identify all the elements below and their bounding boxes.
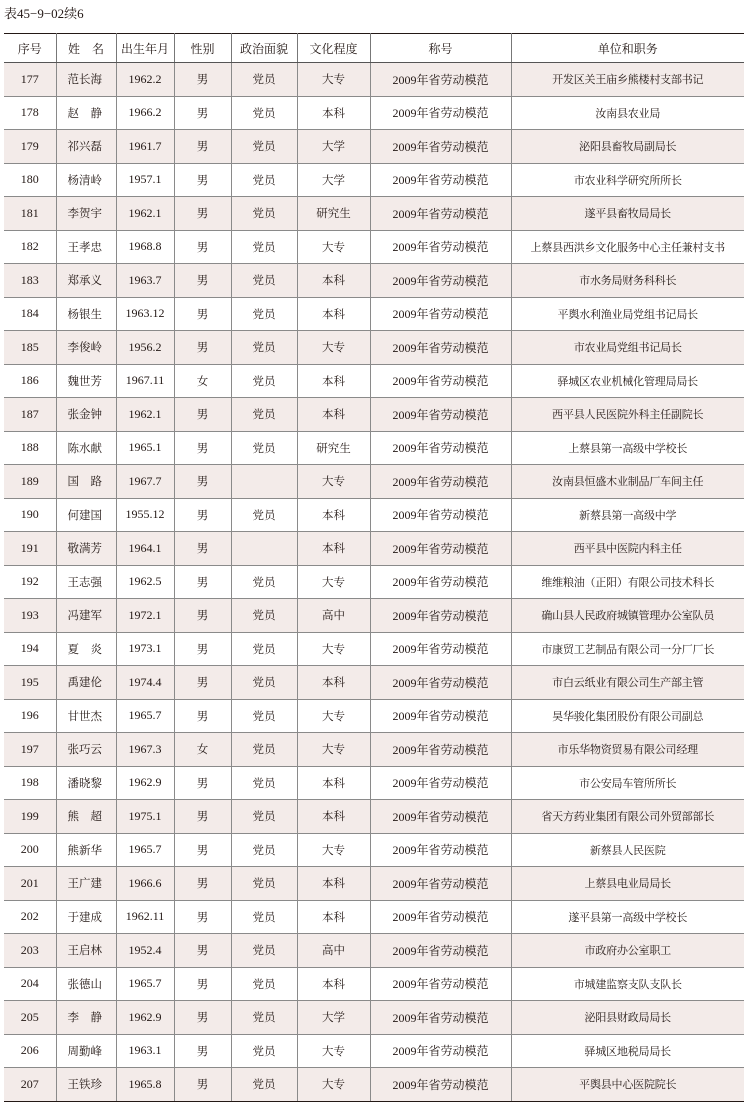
cell-sex: 男 bbox=[174, 163, 231, 197]
cell-education: 大专 bbox=[297, 833, 370, 867]
cell-title: 2009年省劳动模范 bbox=[370, 565, 511, 599]
cell-title: 2009年省劳动模范 bbox=[370, 1034, 511, 1068]
cell-unit: 市水务局财务科科长 bbox=[511, 264, 744, 298]
cell-name: 张巧云 bbox=[56, 733, 116, 767]
cell-no: 188 bbox=[4, 431, 56, 465]
cell-party: 党员 bbox=[231, 900, 297, 934]
cell-education: 本科 bbox=[297, 264, 370, 298]
cell-education: 大专 bbox=[297, 63, 370, 97]
cell-party bbox=[231, 465, 297, 499]
cell-education: 本科 bbox=[297, 766, 370, 800]
table-row bbox=[4, 197, 744, 231]
cell-unit: 昊华骏化集团股份有限公司副总 bbox=[511, 699, 744, 733]
cell-no: 196 bbox=[4, 699, 56, 733]
cell-unit: 市白云纸业有限公司生产部主管 bbox=[511, 666, 744, 700]
cell-sex: 男 bbox=[174, 1001, 231, 1035]
cell-education: 高中 bbox=[297, 599, 370, 633]
cell-sex: 男 bbox=[174, 1068, 231, 1102]
table-row bbox=[4, 264, 744, 298]
cell-education: 本科 bbox=[297, 398, 370, 432]
cell-birth: 1963.7 bbox=[116, 264, 174, 298]
cell-no: 179 bbox=[4, 130, 56, 164]
cell-title: 2009年省劳动模范 bbox=[370, 532, 511, 566]
cell-education: 研究生 bbox=[297, 431, 370, 465]
header-row bbox=[4, 34, 744, 63]
cell-title: 2009年省劳动模范 bbox=[370, 1001, 511, 1035]
cell-unit: 市城建监察支队支队长 bbox=[511, 967, 744, 1001]
cell-sex: 男 bbox=[174, 833, 231, 867]
cell-birth: 1962.2 bbox=[116, 63, 174, 97]
cell-birth: 1973.1 bbox=[116, 632, 174, 666]
cell-name: 杨清岭 bbox=[56, 163, 116, 197]
cell-birth: 1957.1 bbox=[116, 163, 174, 197]
header-name: 姓 名 bbox=[56, 34, 116, 63]
cell-party: 党员 bbox=[231, 163, 297, 197]
cell-no: 180 bbox=[4, 163, 56, 197]
header-birth: 出生年月 bbox=[116, 34, 174, 63]
cell-name: 魏世芳 bbox=[56, 364, 116, 398]
cell-name: 李 静 bbox=[56, 1001, 116, 1035]
cell-party: 党员 bbox=[231, 297, 297, 331]
cell-name: 冯建军 bbox=[56, 599, 116, 633]
cell-unit: 泌阳县财政局局长 bbox=[511, 1001, 744, 1035]
cell-name: 敬满芳 bbox=[56, 532, 116, 566]
cell-no: 191 bbox=[4, 532, 56, 566]
cell-education: 大专 bbox=[297, 465, 370, 499]
cell-name: 张德山 bbox=[56, 967, 116, 1001]
cell-sex: 男 bbox=[174, 63, 231, 97]
cell-unit: 市康贸工艺制品有限公司一分厂厂长 bbox=[511, 632, 744, 666]
cell-title: 2009年省劳动模范 bbox=[370, 163, 511, 197]
cell-title: 2009年省劳动模范 bbox=[370, 63, 511, 97]
cell-birth: 1975.1 bbox=[116, 800, 174, 834]
cell-education: 大专 bbox=[297, 565, 370, 599]
table-body bbox=[4, 63, 744, 1102]
cell-title: 2009年省劳动模范 bbox=[370, 230, 511, 264]
cell-education: 本科 bbox=[297, 297, 370, 331]
cell-birth: 1967.3 bbox=[116, 733, 174, 767]
cell-education: 本科 bbox=[297, 967, 370, 1001]
cell-education: 本科 bbox=[297, 532, 370, 566]
cell-name: 赵 静 bbox=[56, 96, 116, 130]
cell-unit: 上蔡县西洪乡文化服务中心主任兼村支书 bbox=[511, 230, 744, 264]
cell-no: 206 bbox=[4, 1034, 56, 1068]
cell-sex: 男 bbox=[174, 96, 231, 130]
cell-no: 198 bbox=[4, 766, 56, 800]
cell-no: 184 bbox=[4, 297, 56, 331]
cell-education: 本科 bbox=[297, 867, 370, 901]
cell-education: 本科 bbox=[297, 666, 370, 700]
cell-title: 2009年省劳动模范 bbox=[370, 130, 511, 164]
cell-unit: 上蔡县第一高级中学校长 bbox=[511, 431, 744, 465]
cell-party bbox=[231, 532, 297, 566]
cell-title: 2009年省劳动模范 bbox=[370, 833, 511, 867]
cell-party: 党员 bbox=[231, 1001, 297, 1035]
header-party: 政治面貌 bbox=[231, 34, 297, 63]
table-row bbox=[4, 96, 744, 130]
cell-party: 党员 bbox=[231, 331, 297, 365]
cell-education: 大专 bbox=[297, 1068, 370, 1102]
cell-party: 党员 bbox=[231, 934, 297, 968]
cell-birth: 1965.1 bbox=[116, 431, 174, 465]
table-caption: 表45−9−02续6 bbox=[4, 6, 84, 21]
cell-sex: 男 bbox=[174, 465, 231, 499]
cell-name: 潘晓黎 bbox=[56, 766, 116, 800]
cell-sex: 男 bbox=[174, 699, 231, 733]
cell-name: 张金钟 bbox=[56, 398, 116, 432]
cell-unit: 新蔡县第一高级中学 bbox=[511, 498, 744, 532]
header-sex: 性别 bbox=[174, 34, 231, 63]
cell-title: 2009年省劳动模范 bbox=[370, 498, 511, 532]
cell-title: 2009年省劳动模范 bbox=[370, 967, 511, 1001]
cell-birth: 1961.7 bbox=[116, 130, 174, 164]
cell-sex: 男 bbox=[174, 934, 231, 968]
cell-party: 党员 bbox=[231, 398, 297, 432]
cell-education: 大专 bbox=[297, 733, 370, 767]
cell-unit: 新蔡县人民医院 bbox=[511, 833, 744, 867]
cell-sex: 男 bbox=[174, 867, 231, 901]
cell-birth: 1956.2 bbox=[116, 331, 174, 365]
cell-no: 194 bbox=[4, 632, 56, 666]
cell-name: 何建国 bbox=[56, 498, 116, 532]
cell-education: 本科 bbox=[297, 364, 370, 398]
cell-name: 王志强 bbox=[56, 565, 116, 599]
cell-birth: 1963.12 bbox=[116, 297, 174, 331]
cell-party: 党员 bbox=[231, 666, 297, 700]
cell-party: 党员 bbox=[231, 833, 297, 867]
table-header bbox=[4, 34, 744, 63]
cell-title: 2009年省劳动模范 bbox=[370, 1068, 511, 1102]
cell-birth: 1962.9 bbox=[116, 766, 174, 800]
table-row bbox=[4, 63, 744, 97]
cell-name: 于建成 bbox=[56, 900, 116, 934]
cell-birth: 1965.7 bbox=[116, 967, 174, 1001]
cell-title: 2009年省劳动模范 bbox=[370, 297, 511, 331]
cell-party: 党员 bbox=[231, 733, 297, 767]
cell-sex: 男 bbox=[174, 599, 231, 633]
model-workers-table-container bbox=[4, 33, 744, 1102]
header-title: 称号 bbox=[370, 34, 511, 63]
cell-education: 大专 bbox=[297, 632, 370, 666]
cell-unit: 驿城区农业机械化管理局局长 bbox=[511, 364, 744, 398]
table-row bbox=[4, 666, 744, 700]
cell-party: 党员 bbox=[231, 967, 297, 1001]
cell-title: 2009年省劳动模范 bbox=[370, 264, 511, 298]
cell-birth: 1962.5 bbox=[116, 565, 174, 599]
cell-education: 本科 bbox=[297, 800, 370, 834]
cell-name: 范长海 bbox=[56, 63, 116, 97]
cell-name: 陈水献 bbox=[56, 431, 116, 465]
table-row bbox=[4, 934, 744, 968]
table-row bbox=[4, 532, 744, 566]
table-row bbox=[4, 733, 744, 767]
cell-birth: 1974.4 bbox=[116, 666, 174, 700]
cell-education: 本科 bbox=[297, 498, 370, 532]
cell-unit: 平舆水利渔业局党组书记局长 bbox=[511, 297, 744, 331]
cell-birth: 1966.6 bbox=[116, 867, 174, 901]
cell-name: 禹建伦 bbox=[56, 666, 116, 700]
cell-education: 本科 bbox=[297, 96, 370, 130]
cell-title: 2009年省劳动模范 bbox=[370, 465, 511, 499]
cell-sex: 女 bbox=[174, 733, 231, 767]
cell-party: 党员 bbox=[231, 197, 297, 231]
cell-party: 党员 bbox=[231, 264, 297, 298]
cell-birth: 1962.11 bbox=[116, 900, 174, 934]
cell-education: 本科 bbox=[297, 900, 370, 934]
cell-birth: 1967.11 bbox=[116, 364, 174, 398]
cell-party: 党员 bbox=[231, 1034, 297, 1068]
cell-sex: 男 bbox=[174, 565, 231, 599]
cell-sex: 男 bbox=[174, 1034, 231, 1068]
cell-no: 183 bbox=[4, 264, 56, 298]
cell-no: 195 bbox=[4, 666, 56, 700]
cell-unit: 汝南县农业局 bbox=[511, 96, 744, 130]
cell-name: 王铁珍 bbox=[56, 1068, 116, 1102]
cell-title: 2009年省劳动模范 bbox=[370, 632, 511, 666]
cell-party: 党员 bbox=[231, 632, 297, 666]
cell-party: 党员 bbox=[231, 230, 297, 264]
cell-education: 大学 bbox=[297, 163, 370, 197]
cell-no: 189 bbox=[4, 465, 56, 499]
table-row bbox=[4, 465, 744, 499]
cell-sex: 男 bbox=[174, 967, 231, 1001]
cell-no: 186 bbox=[4, 364, 56, 398]
cell-name: 杨银生 bbox=[56, 297, 116, 331]
cell-birth: 1962.9 bbox=[116, 1001, 174, 1035]
cell-unit: 西平县人民医院外科主任副院长 bbox=[511, 398, 744, 432]
cell-sex: 男 bbox=[174, 197, 231, 231]
cell-title: 2009年省劳动模范 bbox=[370, 934, 511, 968]
table-row bbox=[4, 699, 744, 733]
cell-name: 李贺宇 bbox=[56, 197, 116, 231]
header-education: 文化程度 bbox=[297, 34, 370, 63]
cell-no: 182 bbox=[4, 230, 56, 264]
cell-name: 熊 超 bbox=[56, 800, 116, 834]
cell-no: 207 bbox=[4, 1068, 56, 1102]
cell-unit: 西平县中医院内科主任 bbox=[511, 532, 744, 566]
cell-unit: 市农业局党组书记局长 bbox=[511, 331, 744, 365]
cell-title: 2009年省劳动模范 bbox=[370, 733, 511, 767]
cell-no: 200 bbox=[4, 833, 56, 867]
table-row bbox=[4, 1034, 744, 1068]
cell-birth: 1965.7 bbox=[116, 833, 174, 867]
cell-birth: 1968.8 bbox=[116, 230, 174, 264]
cell-name: 国 路 bbox=[56, 465, 116, 499]
cell-unit: 泌阳县畜牧局副局长 bbox=[511, 130, 744, 164]
cell-no: 199 bbox=[4, 800, 56, 834]
cell-name: 周勤峰 bbox=[56, 1034, 116, 1068]
cell-title: 2009年省劳动模范 bbox=[370, 431, 511, 465]
table-row bbox=[4, 833, 744, 867]
table-row bbox=[4, 498, 744, 532]
cell-education: 大专 bbox=[297, 331, 370, 365]
table-row bbox=[4, 800, 744, 834]
table-row bbox=[4, 900, 744, 934]
cell-birth: 1965.8 bbox=[116, 1068, 174, 1102]
cell-title: 2009年省劳动模范 bbox=[370, 766, 511, 800]
cell-birth: 1955.12 bbox=[116, 498, 174, 532]
cell-sex: 男 bbox=[174, 297, 231, 331]
cell-title: 2009年省劳动模范 bbox=[370, 398, 511, 432]
cell-sex: 男 bbox=[174, 532, 231, 566]
cell-unit: 市公安局车管所所长 bbox=[511, 766, 744, 800]
cell-sex: 男 bbox=[174, 800, 231, 834]
cell-no: 187 bbox=[4, 398, 56, 432]
cell-education: 研究生 bbox=[297, 197, 370, 231]
cell-unit: 确山县人民政府城镇管理办公室队员 bbox=[511, 599, 744, 633]
cell-unit: 汝南县恒盛木业制品厂车间主任 bbox=[511, 465, 744, 499]
table-row bbox=[4, 1001, 744, 1035]
cell-party: 党员 bbox=[231, 498, 297, 532]
cell-no: 203 bbox=[4, 934, 56, 968]
table-row bbox=[4, 297, 744, 331]
cell-no: 185 bbox=[4, 331, 56, 365]
cell-no: 201 bbox=[4, 867, 56, 901]
cell-birth: 1962.1 bbox=[116, 197, 174, 231]
table-row bbox=[4, 398, 744, 432]
cell-sex: 男 bbox=[174, 398, 231, 432]
cell-sex: 男 bbox=[174, 632, 231, 666]
cell-no: 177 bbox=[4, 63, 56, 97]
cell-education: 大专 bbox=[297, 699, 370, 733]
cell-unit: 遂平县第一高级中学校长 bbox=[511, 900, 744, 934]
cell-sex: 男 bbox=[174, 264, 231, 298]
cell-name: 王广建 bbox=[56, 867, 116, 901]
cell-unit: 省天方药业集团有限公司外贸部部长 bbox=[511, 800, 744, 834]
table-row bbox=[4, 364, 744, 398]
cell-birth: 1967.7 bbox=[116, 465, 174, 499]
cell-party: 党员 bbox=[231, 364, 297, 398]
cell-education: 大学 bbox=[297, 1001, 370, 1035]
cell-party: 党员 bbox=[231, 63, 297, 97]
cell-title: 2009年省劳动模范 bbox=[370, 197, 511, 231]
cell-unit: 开发区关王庙乡熊楼村支部书记 bbox=[511, 63, 744, 97]
cell-name: 李俊岭 bbox=[56, 331, 116, 365]
table-row bbox=[4, 632, 744, 666]
cell-name: 郑承义 bbox=[56, 264, 116, 298]
cell-name: 祁兴磊 bbox=[56, 130, 116, 164]
cell-unit: 维维粮油（正阳）有限公司技术科长 bbox=[511, 565, 744, 599]
cell-title: 2009年省劳动模范 bbox=[370, 364, 511, 398]
table-row bbox=[4, 766, 744, 800]
cell-sex: 男 bbox=[174, 431, 231, 465]
cell-title: 2009年省劳动模范 bbox=[370, 666, 511, 700]
cell-sex: 男 bbox=[174, 766, 231, 800]
cell-unit: 遂平县畜牧局局长 bbox=[511, 197, 744, 231]
cell-no: 178 bbox=[4, 96, 56, 130]
cell-birth: 1966.2 bbox=[116, 96, 174, 130]
table-row bbox=[4, 230, 744, 264]
cell-sex: 男 bbox=[174, 230, 231, 264]
cell-title: 2009年省劳动模范 bbox=[370, 331, 511, 365]
cell-name: 王孝忠 bbox=[56, 230, 116, 264]
cell-no: 192 bbox=[4, 565, 56, 599]
table-row bbox=[4, 163, 744, 197]
cell-no: 197 bbox=[4, 733, 56, 767]
cell-no: 181 bbox=[4, 197, 56, 231]
cell-no: 193 bbox=[4, 599, 56, 633]
cell-party: 党员 bbox=[231, 96, 297, 130]
cell-title: 2009年省劳动模范 bbox=[370, 800, 511, 834]
cell-party: 党员 bbox=[231, 130, 297, 164]
cell-party: 党员 bbox=[231, 800, 297, 834]
header-unit: 单位和职务 bbox=[511, 34, 744, 63]
cell-education: 高中 bbox=[297, 934, 370, 968]
cell-education: 大专 bbox=[297, 230, 370, 264]
cell-birth: 1972.1 bbox=[116, 599, 174, 633]
cell-education: 大专 bbox=[297, 1034, 370, 1068]
cell-no: 205 bbox=[4, 1001, 56, 1035]
cell-sex: 男 bbox=[174, 331, 231, 365]
cell-party: 党员 bbox=[231, 867, 297, 901]
cell-title: 2009年省劳动模范 bbox=[370, 900, 511, 934]
cell-no: 204 bbox=[4, 967, 56, 1001]
model-workers-table bbox=[4, 33, 744, 1102]
cell-sex: 男 bbox=[174, 498, 231, 532]
cell-party: 党员 bbox=[231, 599, 297, 633]
cell-birth: 1965.7 bbox=[116, 699, 174, 733]
cell-unit: 市政府办公室职工 bbox=[511, 934, 744, 968]
table-row bbox=[4, 867, 744, 901]
table-row bbox=[4, 431, 744, 465]
cell-party: 党员 bbox=[231, 431, 297, 465]
cell-unit: 市乐华物资贸易有限公司经理 bbox=[511, 733, 744, 767]
cell-unit: 市农业科学研究所所长 bbox=[511, 163, 744, 197]
cell-name: 熊新华 bbox=[56, 833, 116, 867]
cell-birth: 1952.4 bbox=[116, 934, 174, 968]
cell-title: 2009年省劳动模范 bbox=[370, 599, 511, 633]
cell-party: 党员 bbox=[231, 699, 297, 733]
table-row bbox=[4, 130, 744, 164]
cell-title: 2009年省劳动模范 bbox=[370, 96, 511, 130]
table-row bbox=[4, 1068, 744, 1102]
table-row bbox=[4, 565, 744, 599]
cell-name: 王启林 bbox=[56, 934, 116, 968]
cell-sex: 女 bbox=[174, 364, 231, 398]
cell-title: 2009年省劳动模范 bbox=[370, 867, 511, 901]
cell-name: 夏 炎 bbox=[56, 632, 116, 666]
cell-unit: 平舆县中心医院院长 bbox=[511, 1068, 744, 1102]
cell-sex: 男 bbox=[174, 666, 231, 700]
table-row bbox=[4, 599, 744, 633]
cell-name: 甘世杰 bbox=[56, 699, 116, 733]
cell-no: 190 bbox=[4, 498, 56, 532]
header-no: 序号 bbox=[4, 34, 56, 63]
cell-sex: 男 bbox=[174, 900, 231, 934]
table-row bbox=[4, 967, 744, 1001]
cell-party: 党员 bbox=[231, 565, 297, 599]
cell-unit: 驿城区地税局局长 bbox=[511, 1034, 744, 1068]
cell-birth: 1962.1 bbox=[116, 398, 174, 432]
cell-party: 党员 bbox=[231, 766, 297, 800]
cell-title: 2009年省劳动模范 bbox=[370, 699, 511, 733]
cell-education: 大学 bbox=[297, 130, 370, 164]
cell-unit: 上蔡县电业局局长 bbox=[511, 867, 744, 901]
cell-birth: 1964.1 bbox=[116, 532, 174, 566]
table-row bbox=[4, 331, 744, 365]
cell-sex: 男 bbox=[174, 130, 231, 164]
cell-party: 党员 bbox=[231, 1068, 297, 1102]
cell-no: 202 bbox=[4, 900, 56, 934]
cell-birth: 1963.1 bbox=[116, 1034, 174, 1068]
